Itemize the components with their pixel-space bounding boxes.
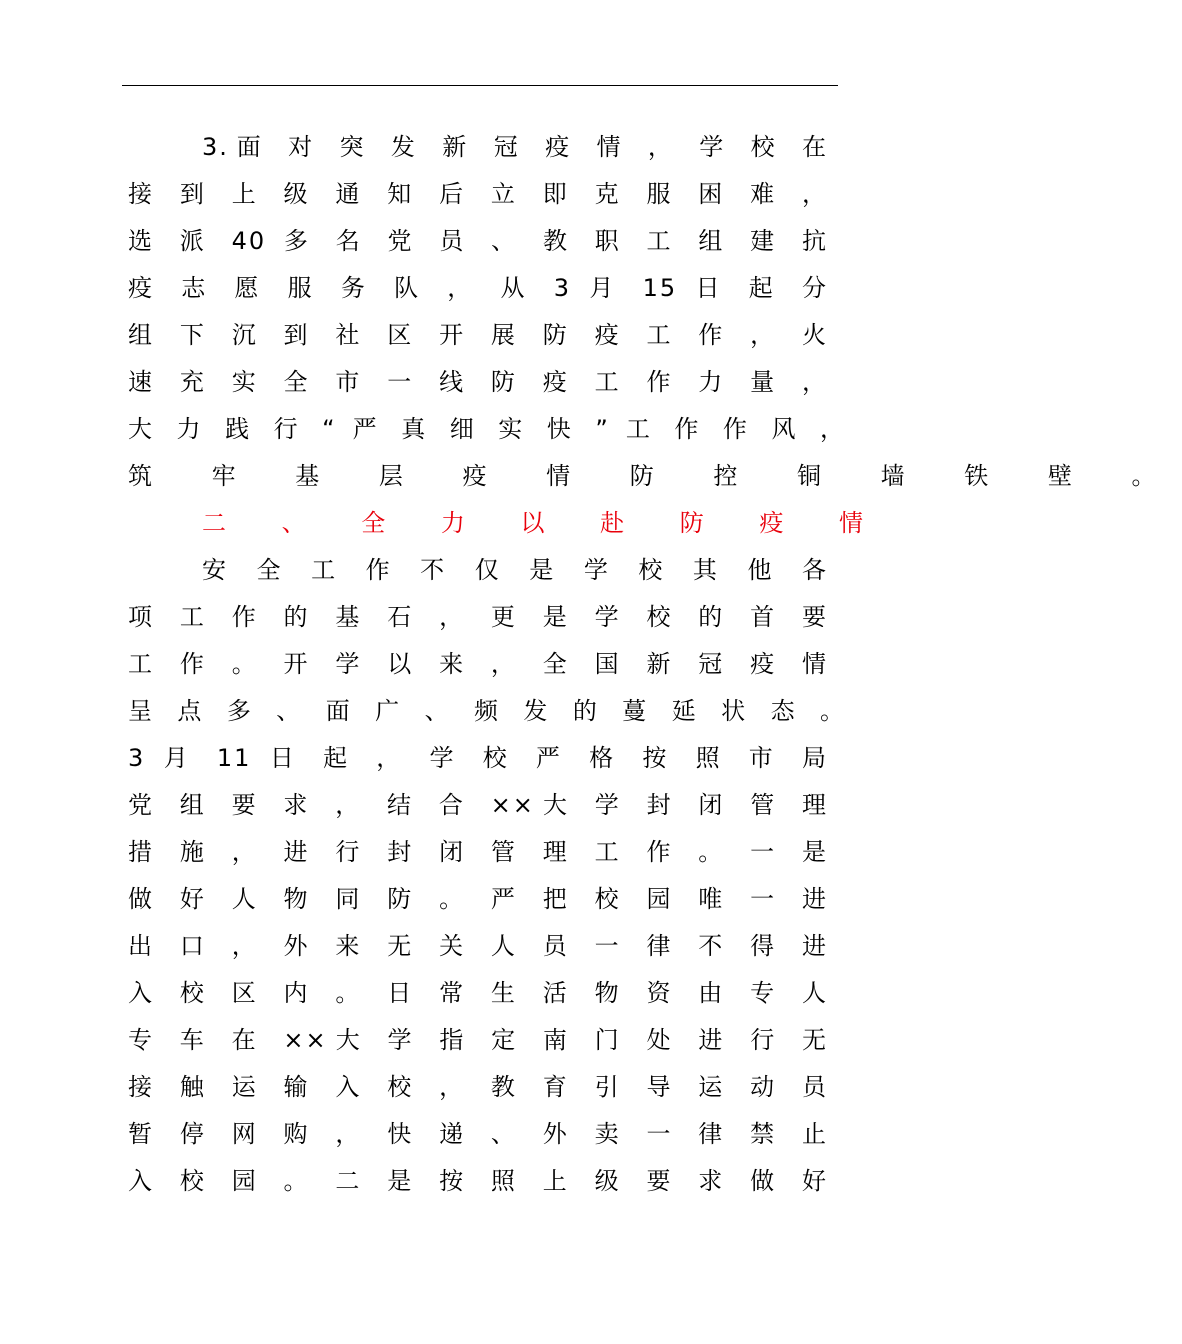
text-line: 工 作 。 开 学 以 来 ， 全 国 新 冠 疫 情 (128, 650, 828, 678)
text-line: 专 车 在 ××大 学 指 定 南 门 处 进 行 无 (128, 1026, 828, 1054)
text-line: 暂 停 网 购 ， 快 递 、 外 卖 一 律 禁 止 (128, 1120, 828, 1148)
text-line: 项 工 作 的 基 石 ， 更 是 学 校 的 首 要 (128, 603, 828, 631)
text-line: 接 到 上 级 通 知 后 立 即 克 服 困 难 ， (128, 180, 828, 208)
text-line: 筑 牢 基 层 疫 情 防 控 铜 墙 铁 壁 。 (128, 462, 1182, 490)
text-line: 大 力 践 行 “ 严 真 细 实 快 ” 工 作 作 风 ， (128, 415, 846, 443)
text-line: 呈 点 多 、 面 广 、 频 发 的 蔓 延 状 态 。 (128, 697, 846, 725)
text-line: 疫 志 愿 服 务 队 ， 从 3 月 15 日 起 分 (128, 274, 828, 302)
text-line: 入 校 园 。 二 是 按 照 上 级 要 求 做 好 (128, 1167, 828, 1195)
paragraph-campus-safety (128, 547, 846, 1205)
text-line: 党 组 要 求 ， 结 合 ××大 学 封 闭 管 理 (128, 791, 828, 819)
text-line: 入 校 区 内 。 日 常 生 活 物 资 由 专 人 (128, 979, 828, 1007)
section-heading: 二 、 全 力 以 赴 防 疫 情 (202, 509, 888, 537)
text-line: 选 派 40 多 名 党 员 、 教 职 工 组 建 抗 (128, 227, 828, 255)
header-rule (122, 85, 838, 86)
text-line: 组 下 沉 到 社 区 开 展 防 疫 工 作 ， 火 (128, 321, 828, 349)
document-body (128, 124, 1182, 1205)
text-line: 安 全 工 作 不 仅 是 学 校 其 他 各 (202, 556, 828, 584)
text-line: 措 施 ， 进 行 封 闭 管 理 工 作 。 一 是 (128, 838, 828, 866)
text-line: 做 好 人 物 同 防 。 严 把 校 园 唯 一 进 (128, 885, 828, 913)
text-line: 3.面 对 突 发 新 冠 疫 情 ， 学 校 在 (202, 133, 828, 161)
text-line: 速 充 实 全 市 一 线 防 疫 工 作 力 量 ， (128, 368, 828, 396)
paragraph-epidemic-volunteers (128, 124, 1182, 500)
text-line: 接 触 运 输 入 校 ， 教 育 引 导 运 动 员 (128, 1073, 828, 1101)
text-line: 出 口 ， 外 来 无 关 人 员 一 律 不 得 进 (128, 932, 828, 960)
text-line: 3 月 11 日 起 ， 学 校 严 格 按 照 市 局 (128, 744, 828, 772)
